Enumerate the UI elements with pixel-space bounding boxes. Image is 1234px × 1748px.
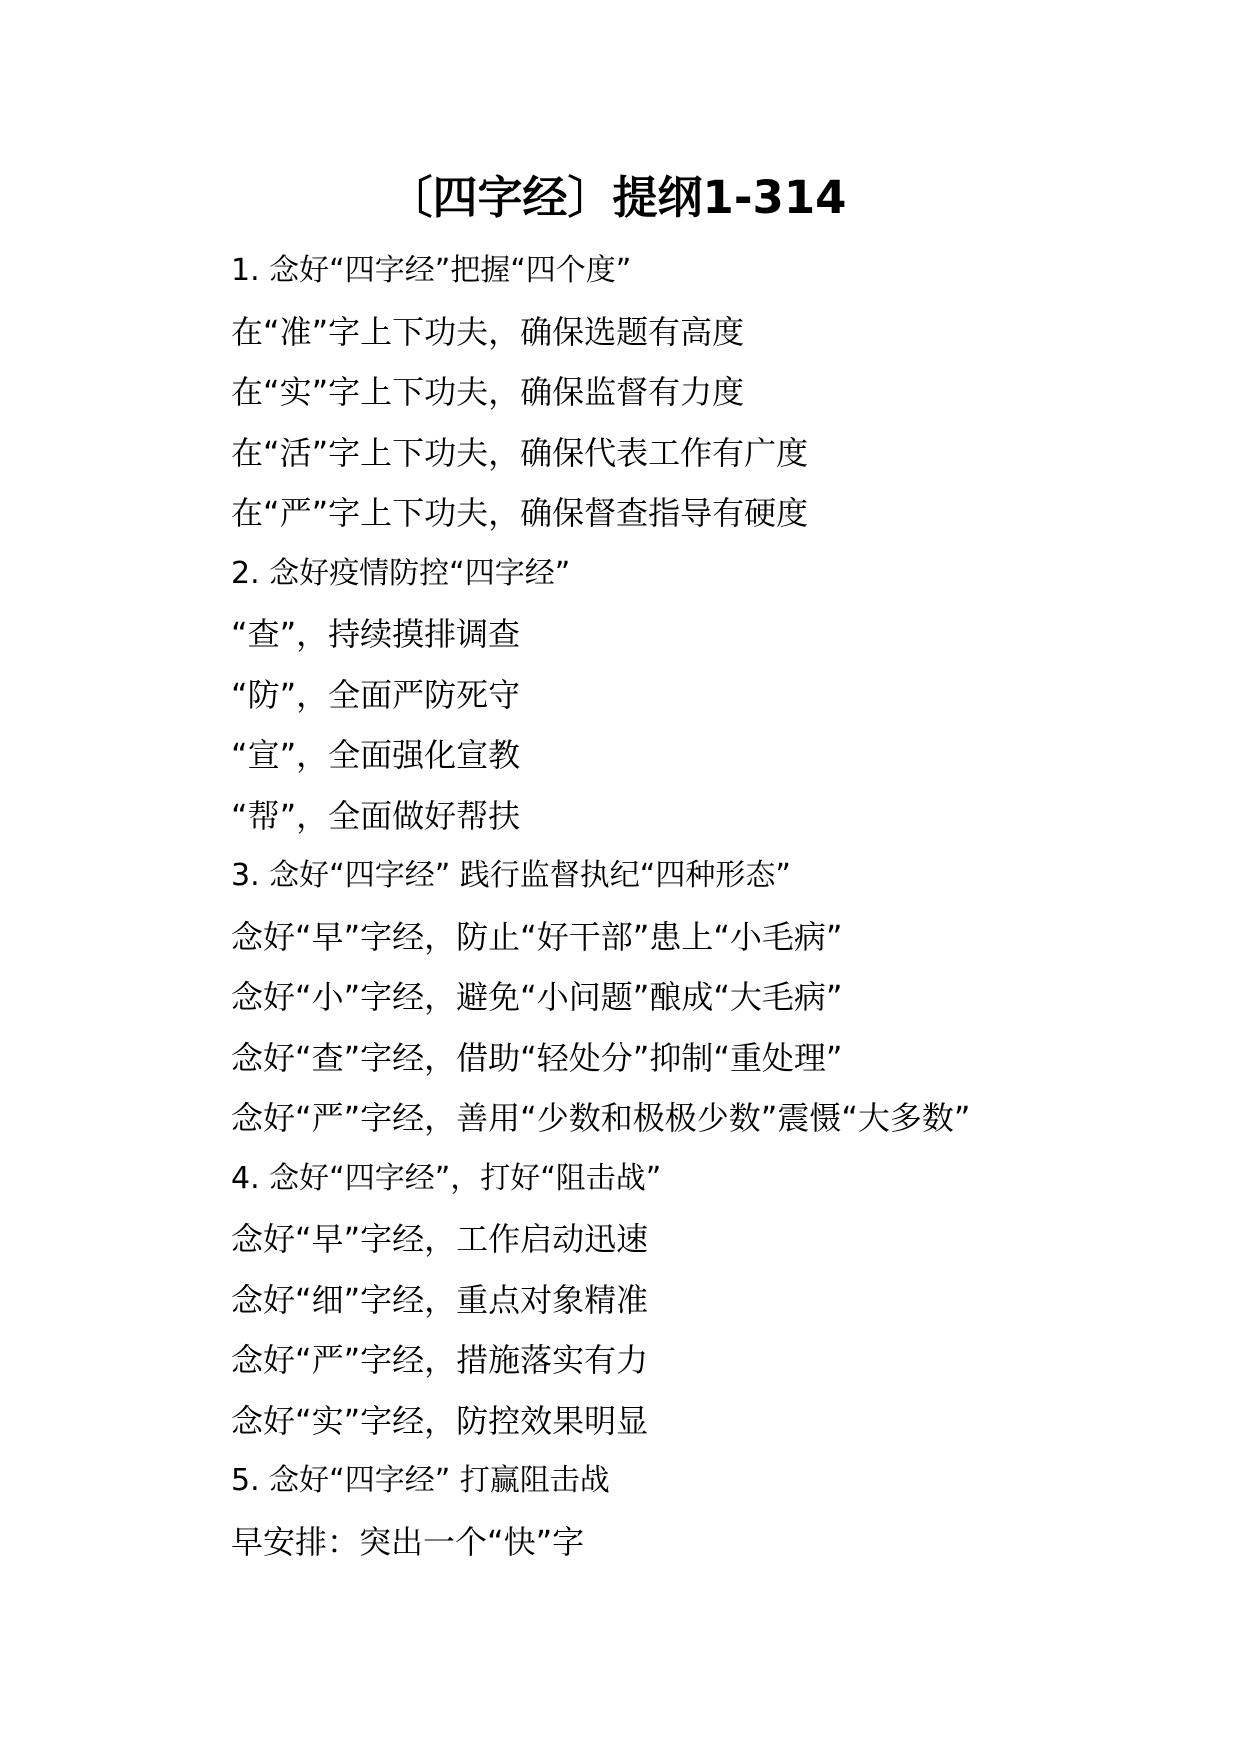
document-title: 〔四字经〕提纲1-314 [387, 171, 847, 224]
section-heading-4: 4. 念好“四字经”，打好“阻击战” [231, 1160, 662, 1196]
body-line: 念好“严”字经，措施落实有力 [231, 1341, 649, 1379]
body-line: “防”，全面严防死守 [231, 675, 521, 714]
body-line: 在“活”字上下功夫，确保代表工作有广度 [231, 433, 809, 472]
document-body [231, 241, 1211, 1572]
body-line: 念好“小”字经，避免“小问题”酿成“大毛病” [231, 978, 843, 1016]
body-line: 念好“严”字经，善用“少数和极极少数”震慑“大多数” [231, 1099, 971, 1137]
body-line: 念好“早”字经，防止“好干部”患上“小毛病” [231, 917, 843, 956]
body-line: 在“准”字上下功夫，确保选题有高度 [231, 312, 745, 351]
body-line: 念好“早”字经，工作启动迅速 [231, 1220, 649, 1258]
section-heading-2: 2. 念好疫情防控“四字经” [231, 555, 571, 591]
section-heading-3: 3. 念好“四字经” 践行监督执纪“四种形态” [231, 858, 791, 893]
body-line: 在“实”字上下功夫，确保监督有力度 [231, 373, 745, 411]
section-heading-1: 1. 念好“四字经”把握“四个度” [231, 253, 632, 288]
body-line: 早安排：突出一个“快”字 [231, 1522, 585, 1561]
body-line: “查”，持续摸排调查 [231, 615, 521, 653]
section-heading-5: 5. 念好“四字经” 打赢阻击战 [231, 1463, 610, 1498]
body-line: 念好“查”字经，借助“轻处分”抑制“重处理” [231, 1038, 843, 1077]
body-line: 念好“实”字经，防控效果明显 [231, 1401, 649, 1440]
body-line: 念好“细”字经，重点对象精准 [231, 1280, 649, 1319]
body-line: “宣”，全面强化宣教 [231, 736, 521, 774]
body-line: 在“严”字上下功夫，确保督查指导有硬度 [231, 494, 809, 532]
body-line: “帮”，全面做好帮扶 [231, 796, 521, 835]
